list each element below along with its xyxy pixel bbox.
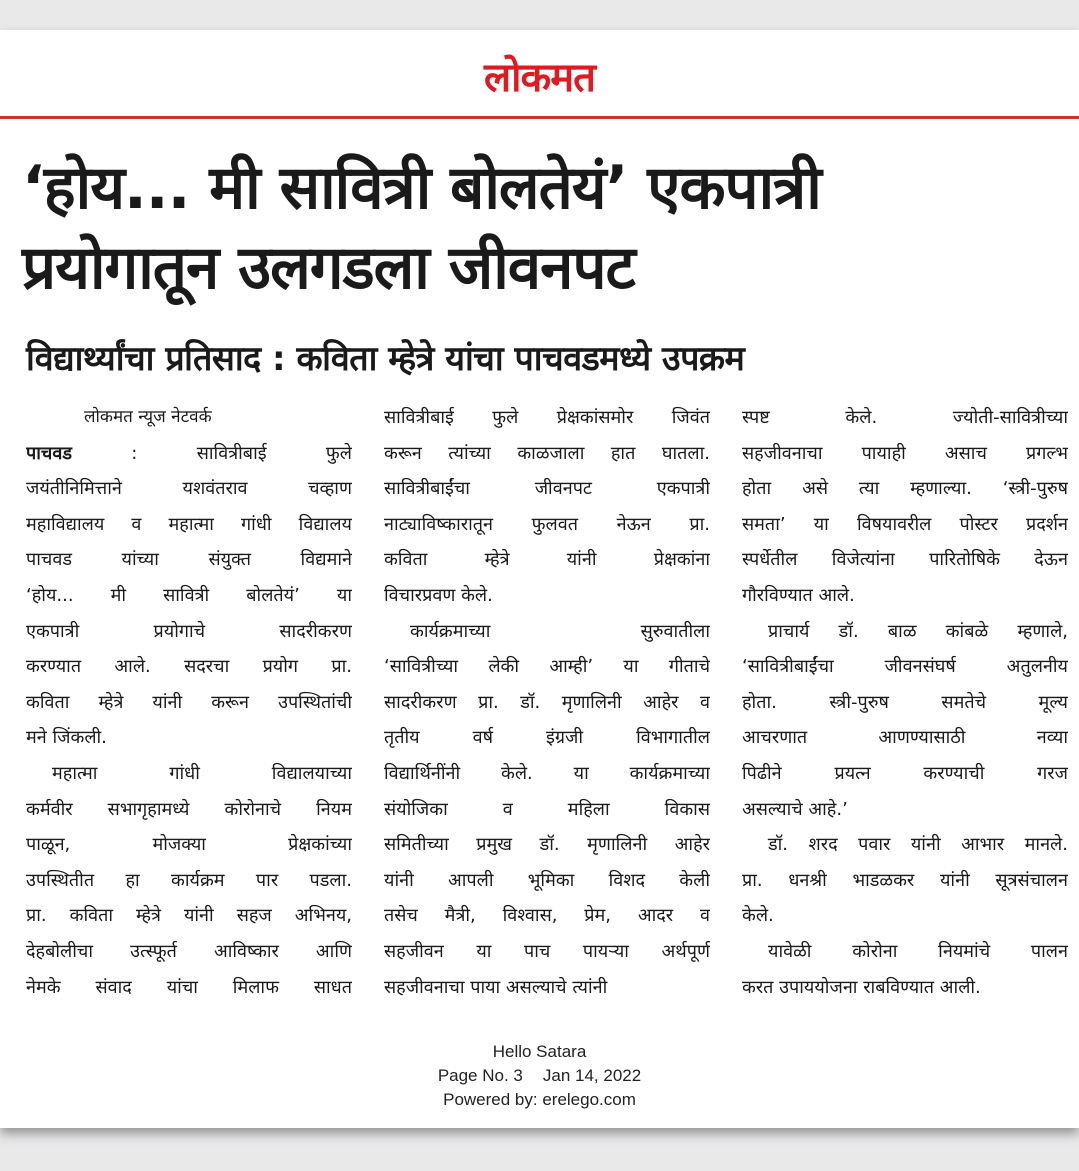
byline: लोकमत न्यूज नेटवर्क <box>84 407 212 427</box>
article-column-2 <box>384 400 710 1005</box>
page-footer <box>0 1040 1079 1112</box>
article-line: केले. <box>742 905 774 927</box>
article-line: कविता म्हेत्रे यांनी करून उपस्थितांची <box>26 691 352 713</box>
powered-by: Powered by: erelego.com <box>443 1090 636 1109</box>
article-line: प्रा. कविता म्हेत्रे यांनी सहज अभिनय, <box>26 905 352 927</box>
headline-line-2: प्रयोगातून उलगडला जीवनपट <box>22 233 635 303</box>
article-line: एकपात्री प्रयोगाचे सादरीकरण <box>26 620 352 642</box>
article-line: नाट्याविष्कारातून फुलवत नेऊन प्रा. <box>384 513 710 535</box>
article-line: सावित्रीबाई फुले प्रेक्षकांसमोर जिवंत <box>384 407 710 428</box>
article-line: समितीच्या प्रमुख डॉ. मृणालिनी आहेर <box>384 834 710 856</box>
lokmat-logo: लोकमत <box>484 55 595 101</box>
article-line: कर्मवीर सभागृहामध्ये कोरोनाचे नियम <box>26 798 352 820</box>
article-line: तसेच मैत्री, विश्वास, प्रेम, आदर व <box>384 905 710 927</box>
article-line: ‘सावित्रीच्या लेकी आम्ही’ या गीताचे <box>384 656 710 678</box>
article-line: ‘सावित्रीबाईंचा जीवनसंघर्ष अतुलनीय <box>742 656 1068 678</box>
article-line: गौरविण्यात आले. <box>742 584 855 606</box>
article-line: सहजीवनाचा पायाही असाच प्रगल्भ <box>742 442 1068 464</box>
article-line: यावेळी कोरोना नियमांचे पालन <box>768 940 1068 962</box>
article-line: सहजीवनाचा पाया असल्याचे त्यांनी <box>384 976 608 998</box>
article-line: मने जिंकली. <box>26 727 107 749</box>
page-number: Page No. 3 <box>437 1066 523 1085</box>
article-line: असल्याचे आहे.’ <box>742 798 848 820</box>
article-line: सादरीकरण प्रा. डॉ. मृणालिनी आहेर व <box>384 691 710 713</box>
column-3-lines <box>742 400 1068 1005</box>
article-line: होता असे त्या म्हणाल्या. ‘स्त्री-पुरुष <box>742 478 1068 500</box>
article-line: करण्यात आले. सदरचा प्रयोग प्रा. <box>26 656 352 678</box>
first-line <box>26 436 352 472</box>
article-line: सावित्रीबाईंचा जीवनपट एकपात्री <box>384 478 710 500</box>
headline <box>22 148 1072 308</box>
article-line: देहबोलीचा उत्स्फूर्त आविष्कार आणि <box>26 940 352 962</box>
masthead-rule <box>0 116 1079 119</box>
article-column-1 <box>26 400 352 1005</box>
article-line: डॉ. शरद पवार यांनी आभार मानले. <box>768 834 1068 856</box>
article-line: कार्यक्रमाच्या सुरुवातीला <box>410 620 710 642</box>
column-1-lines <box>26 471 352 1005</box>
article-line: करून त्यांच्या काळजाला हात घातला. <box>384 442 710 464</box>
article-line: करत उपाययोजना राबविण्यात आली. <box>742 976 981 998</box>
article-line: संयोजिका व महिला विकास <box>384 798 710 820</box>
edition-name: Hello Satara <box>492 1042 587 1061</box>
article-line: ‘होय... मी सावित्री बोलतेयं’ या <box>26 584 352 606</box>
article-line: पिढीने प्रयत्न करण्याची गरज <box>742 762 1068 784</box>
article-line: होता. स्त्री-पुरुष समतेचे मूल्य <box>742 691 1068 713</box>
article-line: आचरणात आणण्यासाठी नव्या <box>742 727 1068 749</box>
article-line: तृतीय वर्ष इंग्रजी विभागातील <box>384 727 710 749</box>
article-line: स्पर्धेतील विजेत्यांना पारितोषिके देऊन <box>742 549 1068 571</box>
article-line: प्राचार्य डॉ. बाळ कांबळे म्हणाले, <box>768 620 1068 642</box>
article-line: महात्मा गांधी विद्यालयाच्या <box>52 762 352 784</box>
column-2-lines <box>384 400 710 1005</box>
article-line: नेमके संवाद यांचा मिलाफ साधत <box>26 976 352 998</box>
article-column-3 <box>742 400 1068 1005</box>
article-line: पाचवड यांच्या संयुक्त विद्यमाने <box>26 549 352 571</box>
article-line: यांनी आपली भूमिका विशद केली <box>384 869 710 891</box>
newspaper-clipping <box>0 30 1079 1128</box>
article-line: कविता म्हेत्रे यांनी प्रेक्षकांना <box>384 549 710 571</box>
headline-line-1: ‘होय... मी सावित्री बोलतेयं’ एकपात्री <box>22 153 821 223</box>
article-line: विचारप्रवण केले. <box>384 584 493 606</box>
article-line: जयंतीनिमित्ताने यशवंतराव चव्हाण <box>26 478 352 500</box>
dateline: पाचवड <box>26 442 72 464</box>
article-line: प्रा. धनश्री भाडळकर यांनी सूत्रसंचालन <box>742 869 1068 891</box>
first-line-text: : सावित्रीबाई फुले <box>71 442 352 464</box>
article-line: पाळून, मोजक्या प्रेक्षकांच्या <box>26 834 352 856</box>
article-line: महाविद्यालय व महात्मा गांधी विद्यालय <box>26 513 352 535</box>
masthead <box>0 30 1079 116</box>
publish-date: Jan 14, 2022 <box>542 1066 642 1085</box>
article-line: स्पष्ट केले. ज्योती-सावित्रीच्या <box>742 407 1068 428</box>
article-line: उपस्थितीत हा कार्यक्रम पार पडला. <box>26 869 352 891</box>
page-meta <box>0 1064 1079 1088</box>
article-line: सहजीवन या पाच पायऱ्या अर्थपूर्ण <box>384 940 710 962</box>
article-line: समता’ या विषयावरील पोस्टर प्रदर्शन <box>742 513 1068 535</box>
article-line: विद्यार्थिनींनी केले. या कार्यक्रमाच्या <box>384 762 710 784</box>
subheadline: विद्यार्थ्यांचा प्रतिसाद : कविता म्हेत्रे यांचा पाचवडमध्ये उपक्रम <box>26 339 745 379</box>
